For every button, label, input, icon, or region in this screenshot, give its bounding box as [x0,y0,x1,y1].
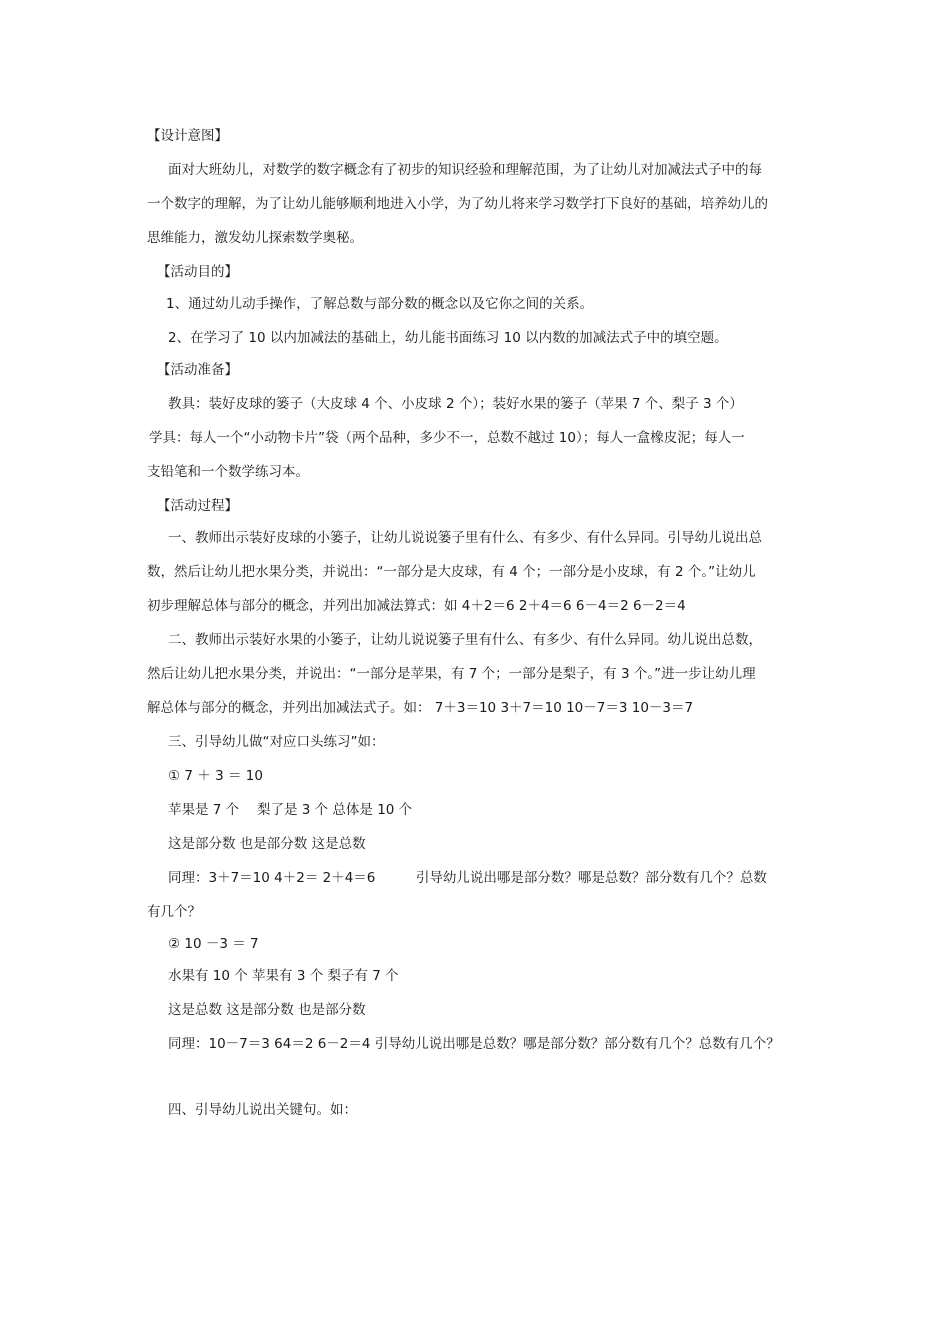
step-1-line-1: 一、教师出示装好皮球的小篓子，让幼儿说说篓子里有什么、有多少、有什么异同。引导幼儿说出总 [168,530,762,546]
design-paragraph-line-1: 面对大班幼儿，对数学的数字概念有了初步的知识经验和理解范围，为了让幼儿对加减法式子中的每 [168,162,762,178]
heading-activity-goal: 【活动目的】 [157,264,238,280]
prep-student-tools-line-1: 学具：每人一个“小动物卡片”袋（两个品种，多少不一，总数不越过 10）；每人一盒橡皮泥；每人一 [149,430,745,446]
goal-item-1: 1、通过幼儿动手操作，了解总数与部分数的概念以及它你之间的关系。 [166,296,594,312]
step-2-line-3: 解总体与部分的概念，并列出加减法式子。如： 7＋3＝10 3＋7＝10 10－7＝3 10－3＝7 [147,700,694,716]
heading-activity-process: 【活动过程】 [157,498,238,514]
exercise-1-similar-line-1: 同理：3＋7＝10 4＋2＝ 2＋4＝6 引导幼儿说出哪是部分数？哪是总数？部分数有几个？总数 [168,870,767,886]
exercise-1-equation: ① 7 ＋ 3 ＝ 10 [168,768,263,784]
exercise-1-items: 苹果是 7 个 梨了是 3 个 总体是 10 个 [168,802,413,818]
step-3-intro: 三、引导幼儿做“对应口头练习”如： [168,734,385,750]
prep-student-tools-line-2: 支铅笔和一个数学练习本。 [147,464,309,480]
goal-item-2: 2、在学习了 10 以内加减法的基础上，幼儿能书面练习 10 以内数的加减法式子中的填空题。 [168,330,728,346]
exercise-2-roles: 这是总数 这是部分数 也是部分数 [168,1002,366,1018]
exercise-1-roles: 这是部分数 也是部分数 这是总数 [168,836,366,852]
exercise-1-similar-line-2: 有几个？ [147,904,201,920]
exercise-2-items: 水果有 10 个 苹果有 3 个 梨子有 7 个 [168,968,399,984]
step-4-intro: 四、引导幼儿说出关键句。如： [168,1102,357,1118]
prep-teacher-tools: 教具：装好皮球的篓子（大皮球 4 个、小皮球 2 个）；装好水果的篓子（苹果 7 个、梨子 3 个） [168,396,743,412]
exercise-2-equation: ② 10 －3 ＝ 7 [168,936,259,952]
step-2-line-2: 然后让幼儿把水果分类，并说出：“一部分是苹果，有 7 个；一部分是梨子，有 3 个。”进一步让幼儿理 [147,666,756,682]
step-2-line-1: 二、教师出示装好水果的小篓子，让幼儿说说篓子里有什么、有多少、有什么异同。幼儿说出总数， [168,632,762,648]
step-1-line-3: 初步理解总体与部分的概念，并列出加减法算式：如 4＋2＝6 2＋4＝6 6－4＝2 6－2＝4 [147,598,686,614]
design-paragraph-line-3: 思维能力，激发幼儿探索数学奥秘。 [147,230,363,246]
heading-design-intent: 【设计意图】 [147,128,228,144]
heading-activity-prep: 【活动准备】 [157,362,238,378]
exercise-2-similar: 同理：10－7＝3 64＝2 6－2＝4 引导幼儿说出哪是总数？哪是部分数？部分数有几个？总数有几个？ [168,1036,780,1052]
design-paragraph-line-2: 一个数字的理解，为了让幼儿能够顺利地进入小学，为了幼儿将来学习数学打下良好的基础，培养幼儿的 [147,196,768,212]
step-1-line-2: 数，然后让幼儿把水果分类，并说出：“一部分是大皮球，有 4 个；一部分是小皮球，有 2 个。”让幼儿 [147,564,756,580]
